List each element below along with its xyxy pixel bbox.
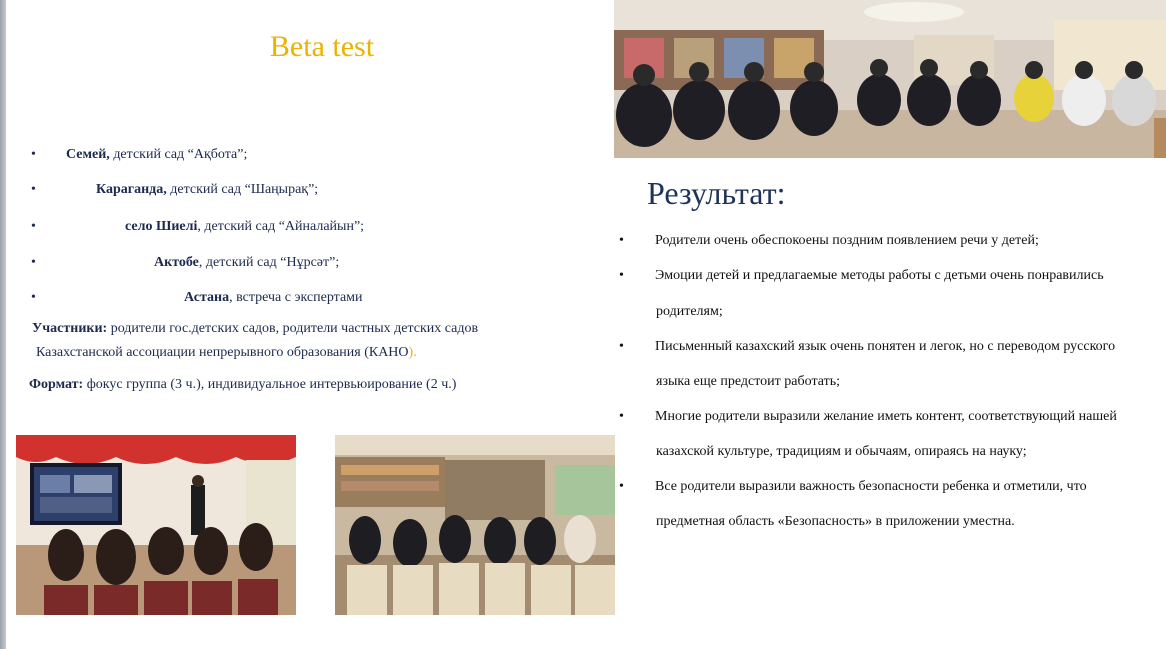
location-name: село Шиелі [125,219,198,234]
result-line: родителям; [656,304,723,319]
bullet-icon: • [619,479,624,494]
location-detail: , детский сад “Нұрсәт”; [198,255,340,270]
result-line: казахской культуре, традициям и обычаям, опираясь на науку; [656,444,1027,459]
bullet-icon: • [31,147,36,162]
bullet-icon: • [619,409,624,424]
result-line: Многие родители выразили желание иметь контент, соответствующий нашей [655,409,1117,424]
location-detail: , встреча с экспертами [229,290,363,305]
bullet-icon: • [31,182,36,197]
location-detail: детский сад “Шаңырақ”; [166,182,319,197]
location-item [0,255,600,275]
meeting-photo-circle [614,0,1166,158]
bullet-icon: • [619,233,624,248]
result-line: Эмоции детей и предлагаемые методы работы с детьми очень понравились [655,268,1104,283]
bullet-icon: • [619,339,624,354]
presentation-photo [16,435,296,615]
location-name: Актобе [154,255,199,270]
bullet-icon: • [31,219,36,234]
location-item [0,182,600,202]
bullet-icon: • [31,255,36,270]
participants-text-2: Казахстанской ассоциации непрерывного образования (КАНО [36,345,409,360]
participants-line-2 [36,345,417,361]
result-line: Все родители выразили важность безопасности ребенка и отметили, что [655,479,1087,494]
location-item [0,219,600,239]
location-detail: , детский сад “Айналайын”; [197,219,365,234]
format-text: фокус группа (3 ч.), индивидуальное интервьюирование (2 ч.) [83,377,457,392]
participants-label: Участники: [32,321,108,336]
participants-line-1 [32,321,478,337]
result-line: Письменный казахский язык очень понятен и легок, но с переводом русского [655,339,1116,354]
slide-left-edge [0,0,6,649]
format-line [29,377,456,393]
participants-text-end: ). [408,345,417,360]
bullet-icon: • [31,290,36,305]
location-detail: детский сад “Ақбота”; [109,147,248,162]
location-name: Астана [184,290,230,305]
result-line: языка еще предстоит работать; [656,374,840,389]
location-item [0,290,600,310]
participants-text: родители гос.детских садов, родители частных детских садов [107,321,479,336]
location-name: Семей, [66,147,110,162]
result-line: предметная область «Безопасность» в приложении уместна. [656,514,1015,529]
location-item [0,147,600,167]
location-name: Караганда, [96,182,167,197]
result-title: Результат: [647,175,786,211]
discussion-photo [335,435,615,615]
result-line: Родители очень обеспокоены поздним появлением речи у детей; [655,233,1039,248]
bullet-icon: • [619,268,624,283]
slide-title: Beta test [269,30,375,63]
format-label: Формат: [29,377,84,392]
